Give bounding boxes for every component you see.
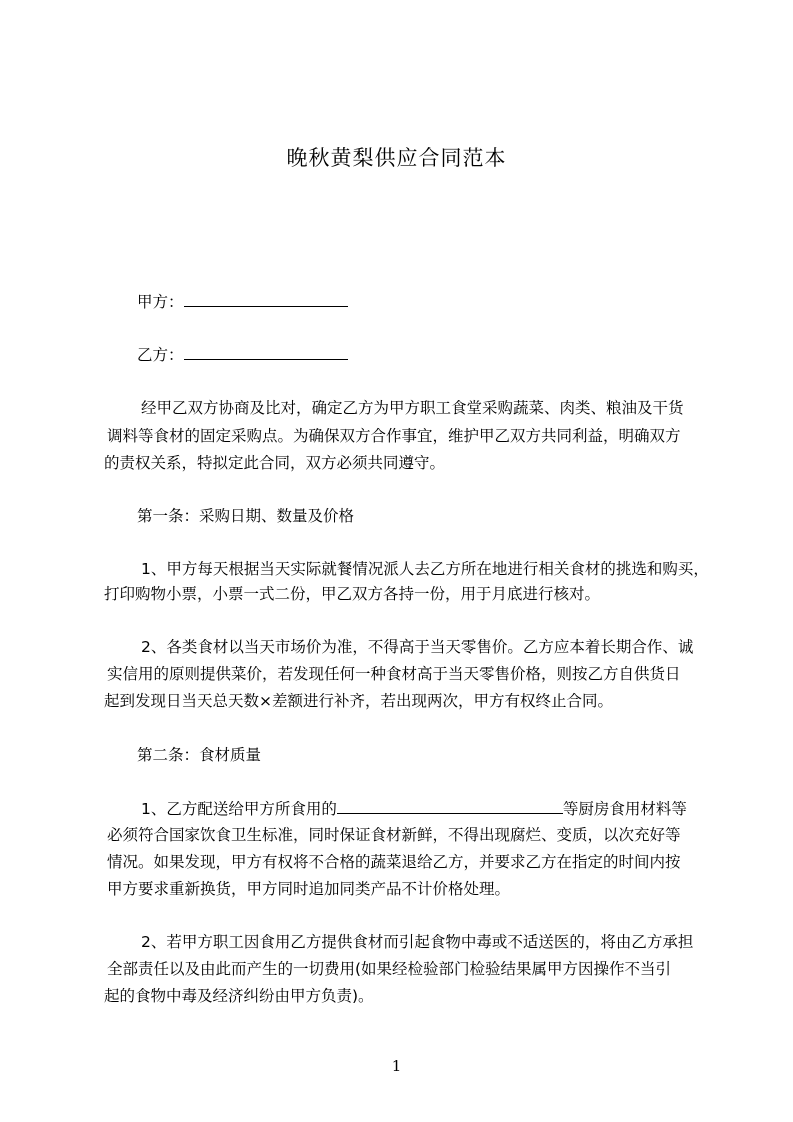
- party-a-label: 甲方：: [137, 293, 184, 311]
- party-b-label: 乙方：: [137, 346, 184, 364]
- article2-item1-line-4: 甲方要求重新换货，甲方同时追加同类产品不计价格处理。: [107, 880, 511, 898]
- article1-item2-line-1: 2、各类食材以当天市场价为准，不得高于当天零售价。乙方应本着长期合作、诚: [141, 638, 694, 656]
- article1-item2-line-3: 起到发现日当天总天数×差额进行补齐，若出现两次，甲方有权终止合同。: [104, 692, 613, 710]
- article2-item1-line-2: 必须符合国家饮食卫生标准，同时保证食材新鲜，不得出现腐烂、变质，以次充好等: [107, 826, 681, 844]
- intro-line-3: 的责权关系，特拟定此合同，双方必须共同遵守。: [104, 454, 446, 472]
- article2-item2-line-1: 2、若甲方职工因食用乙方提供食材而引起食物中毒或不适送医的，将由乙方承担: [141, 933, 694, 951]
- intro-line-1: 经甲乙双方协商及比对，确定乙方为甲方职工食堂采购蔬菜、肉类、粮油及干货: [141, 399, 684, 417]
- article2-item1-line-3: 情况。如果发现，甲方有权将不合格的蔬菜退给乙方，并要求乙方在指定的时间内按: [107, 853, 681, 871]
- party-b-line: [137, 344, 348, 365]
- party-b-blank[interactable]: [184, 344, 348, 360]
- party-a-line: [137, 291, 348, 312]
- food-items-blank[interactable]: [337, 798, 563, 814]
- article1-heading: 第一条：采购日期、数量及价格: [137, 507, 355, 525]
- article1-item1-line-2: 打印购物小票，小票一式二份，甲乙双方各持一份，用于月底进行核对。: [104, 585, 601, 603]
- article2-item1-prefix: 1、乙方配送给甲方所食用的: [141, 800, 337, 818]
- intro-line-2: 调料等食材的固定采购点。为确保双方合作事宜，维护甲乙双方共同利益，明确双方: [107, 427, 681, 445]
- document-title: 晚秋黄梨供应合同范本: [286, 146, 507, 170]
- article2-heading: 第二条：食材质量: [137, 746, 262, 764]
- page-number: 1: [391, 1057, 402, 1075]
- party-a-blank[interactable]: [184, 291, 348, 307]
- article1-item2-line-2: 实信用的原则提供菜价，若发现任何一种食材高于当天零售价格，则按乙方自供货日: [107, 665, 681, 683]
- article2-item2-line-3: 起的食物中毒及经济纠纷由甲方负责)。: [104, 987, 374, 1005]
- article2-item1-line-1: [141, 798, 687, 819]
- article2-item2-line-2: 全部责任以及由此而产生的一切费用(如果经检验部门检验结果属甲方因操作不当引: [107, 960, 672, 978]
- article2-item1-suffix: 等厨房食用材料等: [562, 800, 687, 818]
- article1-item1-line-1: 1、甲方每天根据当天实际就餐情况派人去乙方所在地进行相关食材的挑选和购买，: [141, 560, 709, 578]
